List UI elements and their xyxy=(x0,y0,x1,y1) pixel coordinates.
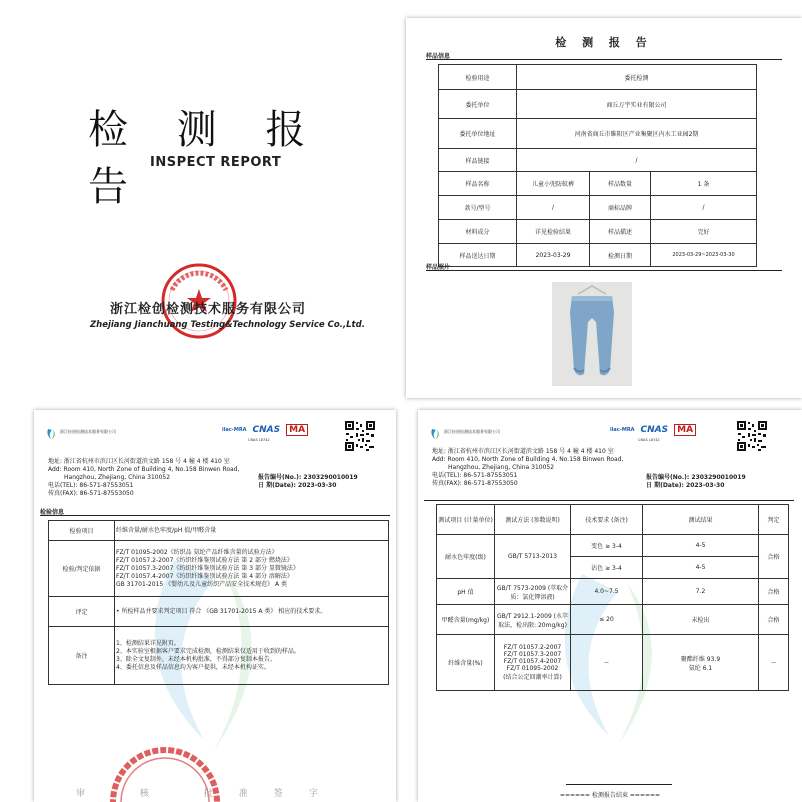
cell-requirement: 沾色 ≥ 3-4 xyxy=(571,557,643,579)
cover-company-cn: 浙江检创检测技术服务有限公司 xyxy=(110,302,307,317)
remark-line: 1、检测结果详见附页。 xyxy=(116,639,180,647)
address-en-line2: Hangzhou, Zhejiang, China 310052 xyxy=(64,474,171,481)
cell-value: 完好 xyxy=(651,220,757,244)
cell-value: / xyxy=(517,196,590,220)
inspection-table xyxy=(48,520,389,685)
address-en-line1: Add: Room 410, North Zone of Building 4, No.158 Binwen Road, xyxy=(432,456,624,463)
col-method: 测试方法 (参数说明) xyxy=(495,505,571,535)
cell-result: 7.2 xyxy=(643,579,759,605)
cell-value: 2023-03-29 xyxy=(517,244,590,267)
address-cn: 地址: 浙江省杭州市滨江区长河街道滨文路 158 号 4 幢 4 楼 410 室 xyxy=(432,448,614,455)
basis-line: FZ/T 01057.4-2007《纺织纤维鉴别试验方法 第 4 部分 溶解法》 xyxy=(116,572,293,580)
method-line: (结合公定回潮率计算) xyxy=(503,674,562,681)
cell-label: 检验用途 xyxy=(439,65,517,90)
cell-value xyxy=(115,541,389,597)
cell-requirement: 变色 ≥ 3-4 xyxy=(571,535,643,557)
cell-label: 样品链接 xyxy=(439,149,517,172)
page-title: 检 测 报 告 xyxy=(555,36,653,49)
cell-value: 详见检验结果 xyxy=(517,220,590,244)
cell-result xyxy=(643,635,759,691)
col-judgement: 判定 xyxy=(759,505,789,535)
cnas-mark: CNAS xyxy=(252,425,281,435)
table-row xyxy=(439,196,757,220)
cover-subtitle: INSPECT REPORT xyxy=(150,155,282,170)
remark-line: 3、除全文复制外，未经本机构批准，不得部分复制本报告。 xyxy=(116,655,276,663)
sample-info-table xyxy=(438,64,757,267)
table-row xyxy=(49,627,389,685)
cell-value: 1 条 xyxy=(651,172,757,196)
cell-method xyxy=(495,635,571,691)
lab-logo xyxy=(46,425,58,444)
method-line: FZ/T 01095-2002 xyxy=(506,665,559,672)
fiber-name: 氨纶 xyxy=(688,664,701,672)
fiber-value: 6.1 xyxy=(702,664,713,672)
cell-label: 检验项目 xyxy=(49,521,115,541)
cell-requirement: 4.0~7.5 xyxy=(571,579,643,605)
cell-judgement: -- xyxy=(759,635,789,691)
remark-line: 2、本实验室根据客户要求完成检测，检测结果仅适用于收到的样品。 xyxy=(116,647,300,655)
sample-photo xyxy=(552,282,632,386)
cell-requirement: -- xyxy=(571,635,643,691)
sample-info-page xyxy=(406,18,802,398)
cell-label: 样品数量 xyxy=(590,172,651,196)
signature-line: 审 核 批准签字 xyxy=(76,789,344,799)
cell-label: 款号/型号 xyxy=(439,196,517,220)
cell-label: 样品描述 xyxy=(590,220,651,244)
cell-item: 耐水色牢度(级) xyxy=(437,535,495,579)
cell-label: 委托单位地址 xyxy=(439,119,517,149)
certification-marks xyxy=(222,424,308,436)
report-end-text: ====== 检测报告结束 ====== xyxy=(559,792,661,799)
cell-value: 河南省商丘市睢阳区产业集聚区内水工业园2期 xyxy=(517,119,757,149)
table-row xyxy=(49,521,389,541)
cell-item: 甲醛含量(mg/kg) xyxy=(437,605,495,635)
cell-label: 样品送达日期 xyxy=(439,244,517,267)
tel: 电话(TEL): 86-571-87553051 xyxy=(48,482,134,489)
report-meta xyxy=(646,474,746,490)
cell-requirement: ≤ 20 xyxy=(571,605,643,635)
address-block xyxy=(48,458,239,498)
cell-value xyxy=(115,627,389,685)
table-row xyxy=(49,597,389,627)
col-item: 测试项目 (计量单位) xyxy=(437,505,495,535)
section-sample-photo: 样品照片 xyxy=(426,264,451,271)
table-row xyxy=(437,605,789,635)
cell-value: • 所检样品并要求判定项目 符合 《GB 31701-2015 A 类》 相应的技术要求。 xyxy=(115,597,389,627)
col-result: 测试结果 xyxy=(643,505,759,535)
fiber-name: 聚酯纤维 xyxy=(680,655,705,663)
cell-label: 备注 xyxy=(49,627,115,685)
cnas-mark: CNAS xyxy=(640,425,669,435)
basis-line: FZ/T 01057.3-2007《纺织纤维鉴别试验方法 第 3 部分 显微镜法》 xyxy=(116,564,299,572)
table-row xyxy=(439,119,757,149)
ilac-mark: ilac-MRA xyxy=(610,427,635,433)
cell-judgement: 合格 xyxy=(759,605,789,635)
divider xyxy=(426,59,782,60)
pants-image-icon xyxy=(552,282,632,386)
table-row xyxy=(439,65,757,90)
lab-logo xyxy=(430,425,442,444)
report-number: 报告编号(No.): 2303290010019 xyxy=(258,474,358,481)
cell-value: 2023-03-29~2023-03-30 xyxy=(651,244,757,267)
cell-result: 4-5 xyxy=(643,535,759,557)
cell-label: 材料成分 xyxy=(439,220,517,244)
col-requirement: 技术要求 (备注) xyxy=(571,505,643,535)
table-row xyxy=(437,535,789,557)
method-line: FZ/T 01057.3-2007 xyxy=(503,651,562,658)
qr-code-icon xyxy=(344,420,376,452)
cell-item: 纤维含量(%) xyxy=(437,635,495,691)
address-en-line1: Add: Room 410, North Zone of Building 4, No.158 Binwen Road, xyxy=(48,466,240,473)
cover-title: 检 测 报 告 xyxy=(88,107,324,210)
table-row xyxy=(439,244,757,267)
method-line: FZ/T 01057.2-2007 xyxy=(503,644,562,651)
cell-label: 评定 xyxy=(49,597,115,627)
table-row xyxy=(437,579,789,605)
cell-value: 商丘万宇实业有限公司 xyxy=(517,90,757,119)
inspection-info-page xyxy=(34,410,396,802)
cell-value: / xyxy=(517,149,757,172)
cell-result: 4-5 xyxy=(643,557,759,579)
ilac-mark: ilac-MRA xyxy=(222,427,247,433)
basis-line: FZ/T 01057.2-2007《纺织纤维鉴别试验方法 第 2 部分 燃烧法》 xyxy=(116,556,293,564)
address-block xyxy=(432,448,623,488)
cover-company-en: Zhejiang Jianchuang Testing&Technology Service Co.,Ltd. xyxy=(90,320,365,330)
cell-value: 儿童小兜防蚊裤 xyxy=(517,172,590,196)
lab-logo-icon xyxy=(430,428,442,440)
cell-label: 检测日期 xyxy=(590,244,651,267)
cell-label: 检验/判定依据 xyxy=(49,541,115,597)
report-date: 日 期(Date): 2023-03-30 xyxy=(646,482,725,489)
table-header-row xyxy=(437,505,789,535)
lab-name: 浙江检创检测技术服务有限公司 xyxy=(60,429,116,434)
table-row xyxy=(439,149,757,172)
basis-line: FZ/T 01095-2002《纺织品 氨纶产品纤维含量的试验方法》 xyxy=(116,548,278,556)
lab-logo-icon xyxy=(46,428,58,440)
address-cn: 地址: 浙江省杭州市滨江区长河街道滨文路 158 号 4 幢 4 楼 410 室 xyxy=(48,458,230,465)
results-table xyxy=(436,504,789,691)
cell-item: pH 值 xyxy=(437,579,495,605)
tel: 电话(TEL): 86-571-87553051 xyxy=(432,472,518,479)
divider xyxy=(424,500,794,501)
table-row xyxy=(439,90,757,119)
divider xyxy=(426,270,782,271)
cell-label: 样品名称 xyxy=(439,172,517,196)
cell-method: GB/T 5713-2013 xyxy=(495,535,571,579)
method-line: FZ/T 01057.4-2007 xyxy=(503,658,562,665)
cell-method: GB/T 2912.1-2009 (水萃取法，检出限: 20mg/kg) xyxy=(495,605,571,635)
address-en-line2: Hangzhou, Zhejiang, China 310052 xyxy=(448,464,555,471)
table-row xyxy=(437,635,789,691)
certification-marks xyxy=(610,424,696,436)
cell-method: GB/T 7573-2009 (萃取介质：氯化钾溶液) xyxy=(495,579,571,605)
report-number: 报告编号(No.): 2303290010019 xyxy=(646,474,746,481)
cell-value: / xyxy=(651,196,757,220)
fax: 传真(FAX): 86-571-87553050 xyxy=(432,480,518,487)
cell-value: 委托检测 xyxy=(517,65,757,90)
fax: 传真(FAX): 86-571-87553050 xyxy=(48,490,134,497)
table-row xyxy=(439,220,757,244)
basis-line: GB 31701-2015 《婴幼儿及儿童纺织产品安全技术规范》 A 类 xyxy=(116,580,288,588)
cell-judgement: 合格 xyxy=(759,535,789,579)
qr-code-icon xyxy=(736,420,768,452)
cell-label: 委托单位 xyxy=(439,90,517,119)
remark-line: 4、委托信息及样品信息均为客户提供，未经本机构证实。 xyxy=(116,663,270,671)
fiber-value: 93.9 xyxy=(706,655,721,663)
cnas-number: CNAS L8742 xyxy=(248,438,270,442)
lab-name: 浙江检创检测技术服务有限公司 xyxy=(444,429,500,434)
cover-page xyxy=(0,0,396,398)
cnas-number: CNAS L8742 xyxy=(638,438,660,442)
report-meta xyxy=(258,474,358,490)
table-row xyxy=(439,172,757,196)
divider xyxy=(40,515,390,516)
divider xyxy=(566,784,672,785)
cma-mark: MA xyxy=(674,424,696,436)
cell-label: 商标品牌 xyxy=(590,196,651,220)
table-row xyxy=(49,541,389,597)
section-inspection-info: 检验信息 xyxy=(40,509,65,516)
cell-judgement: 合格 xyxy=(759,579,789,605)
section-sample-info: 样品信息 xyxy=(426,53,451,60)
cma-mark: MA xyxy=(286,424,308,436)
cell-result: 未检出 xyxy=(643,605,759,635)
cell-value: 纤维含量/耐水色牢度/pH 值/甲醛含量 xyxy=(115,521,389,541)
test-results-page xyxy=(418,410,802,802)
report-date: 日 期(Date): 2023-03-30 xyxy=(258,482,337,489)
